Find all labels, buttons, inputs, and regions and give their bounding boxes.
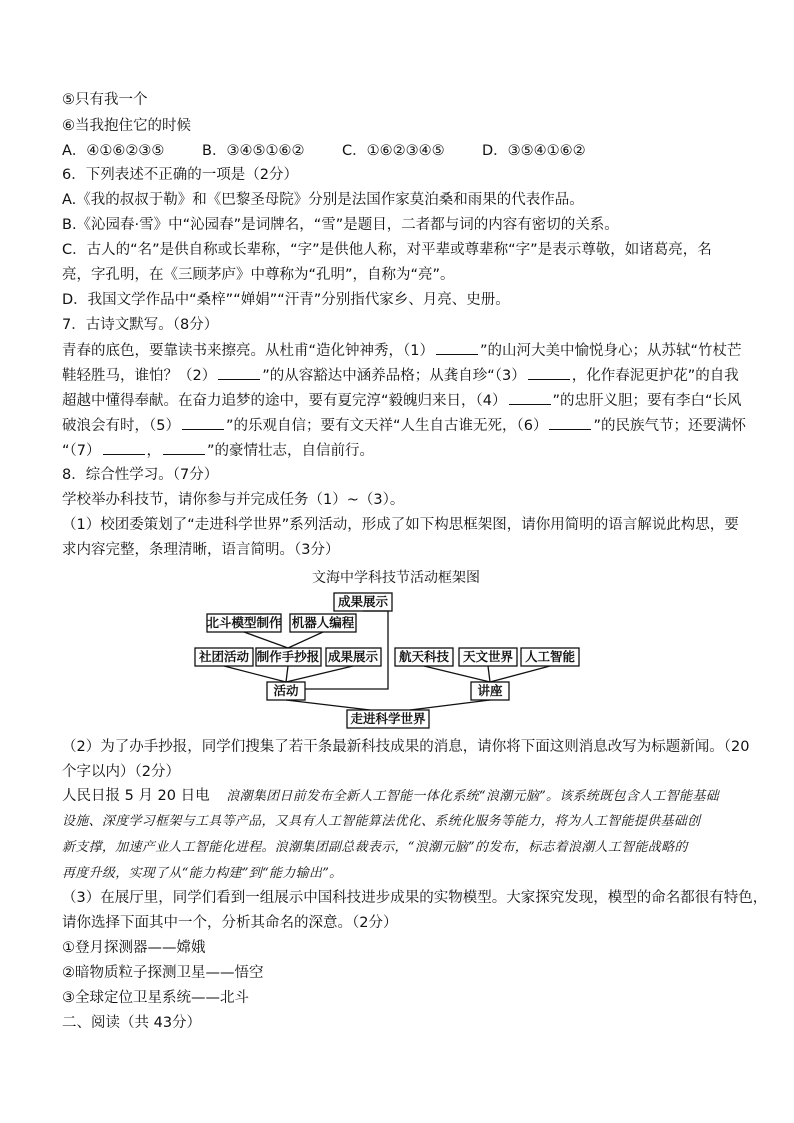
text: ”的山河大美中愉悦身心；从苏轼“竹杖芒: [480, 343, 742, 359]
q7-paragraph-line2: [62, 365, 739, 386]
answer-blank[interactable]: [218, 365, 260, 380]
q7-stem: 7．古诗文默写。（8分）: [62, 317, 219, 333]
news-lead: 人民日报 5 月 20 日电: [62, 788, 210, 804]
text: “（7）: [62, 443, 101, 459]
node-lecture: 讲座: [477, 683, 503, 698]
news-line4: 再度升级，实现了从“能力构建”到“能力输出”。: [62, 866, 343, 881]
q7-paragraph-line3: [62, 390, 742, 411]
text: ，化作春泥更护花”的自我: [571, 368, 739, 384]
q6-option-c-line1: C．古人的“名”是供自称或长辈称，“字”是供他人称，对平辈或尊辈称“字”是表示尊敬，如诸葛亮，名: [62, 242, 712, 258]
q8-task3-line1: （3）在展厅里，同学们看到一组展示中国科技进步成果的实物模型。大家探究发现，模型的命名都很有特色，: [62, 890, 768, 906]
node-robot: 机器人编程: [291, 615, 355, 630]
text: ”的忠肝义胆；要有李白“长风: [552, 393, 742, 409]
news-line3: 新支撑，加速产业人工智能化进程。浪潮集团副总裁表示，“浪潮元脑”的发布，标志着浪潮人工智能战略的: [62, 840, 688, 855]
news-line2: 设施、深度学习框架与工具等产品，又具有人工智能算法优化、系统化服务等能力，将为人工智能提供基础创: [62, 814, 701, 829]
text: ，: [146, 443, 161, 459]
node-show-mid: 成果展示: [327, 649, 379, 664]
section-heading-reading: 二、阅读（共 43分）: [62, 1015, 202, 1031]
q8-task2-line1: （2）为了办手抄报，同学们搜集了若干条最新科技成果的消息，请你将下面这则消息改写为标题新闻。（20: [62, 739, 750, 755]
framework-diagram: [180, 585, 620, 735]
news-line1: [62, 786, 719, 807]
answer-blank[interactable]: [528, 365, 570, 380]
q6-option-c-line2: 亮，字孔明，在《三顾茅庐》中尊称为“孔明”，自称为“亮”。: [62, 267, 455, 283]
model-item-3: ③全球定位卫星系统——北斗: [62, 990, 249, 1006]
q6-option-a: A.《我的叔叔于勒》和《巴黎圣母院》分别是法国作家莫泊桑和雨果的代表作品。: [62, 192, 584, 208]
text: 超越中懂得奉献。在奋力追梦的途中，要有夏完淳“毅魄归来日，（4）: [62, 393, 507, 409]
model-item-1: ①登月探测器——嫦娥: [62, 940, 206, 956]
answer-blank[interactable]: [103, 440, 145, 455]
q8-task1-line1: （1）校团委策划了“走进科学世界”系列活动，形成了如下构思框架图，请你用简明的语言解说此构思，要: [62, 517, 739, 533]
node-activity: 活动: [273, 683, 299, 698]
text: 青春的底色，要靠读书来擦亮。从杜甫“造化钟神秀，（1）: [62, 343, 434, 359]
q8-intro: 学校举办科技节，请你参与并完成任务（1）~（3）。: [62, 492, 405, 508]
node-root: 走进科学世界: [350, 711, 426, 726]
q6-option-b: B.《沁园春·雪》中“沁园春”是词牌名，“雪”是题目，二者都与词的内容有密切的关系。: [62, 217, 619, 233]
q8-task2-line2: 个字以内）（2分）: [62, 764, 180, 780]
node-handcopy: 制作手抄报: [256, 649, 320, 664]
q6-option-d: D．我国文学作品中“桑梓”“婵娟”“汗青”分别指代家乡、月亮、史册。: [62, 292, 510, 308]
text: ”的豪情壮志，自信前行。: [207, 443, 375, 459]
q8-stem: 8．综合性学习。（7分）: [62, 467, 219, 483]
answer-blank[interactable]: [436, 340, 478, 355]
news-text: 浪潮集团日前发布全新人工智能一体化系统“浪潮元脑”。该系统既包含人工智能基础: [226, 789, 719, 804]
text: ”的从容豁达中涵养品格；从龚自珍“（3）: [262, 368, 526, 384]
q5-option-b: B．③④⑤①⑥②: [202, 143, 305, 159]
text: ”的民族气节；还要满怀: [593, 418, 746, 434]
node-astronomy: 天文世界: [462, 649, 514, 664]
answer-blank[interactable]: [509, 390, 551, 405]
diagram-title: 文海中学科技节活动框架图: [312, 570, 480, 586]
answer-blank[interactable]: [163, 440, 205, 455]
q7-paragraph-line4: [62, 415, 746, 436]
answer-blank[interactable]: [549, 415, 591, 430]
q7-paragraph-line5: [62, 440, 374, 461]
answer-blank[interactable]: [182, 415, 224, 430]
text: 鞋轻胜马，谁怕？（2）: [62, 368, 217, 384]
node-show-top: 成果展示: [337, 594, 389, 609]
q5-option-a: A．④①⑥②③⑤: [62, 143, 165, 159]
node-club: 社团活动: [198, 649, 250, 664]
q6-stem: 6．下列表述不正确的一项是（2分）: [62, 167, 298, 183]
order-item-5: ⑤只有我一个: [62, 92, 148, 108]
model-item-2: ②暗物质粒子探测卫星——悟空: [62, 965, 264, 981]
q5-option-c: C．①⑥②③④⑤: [342, 143, 445, 159]
node-beidou: 北斗模型制作: [206, 615, 282, 630]
q8-task1-line2: 求内容完整，条理清晰，语言简明。（3分）: [62, 542, 340, 558]
node-aerospace: 航天科技: [398, 649, 450, 664]
q7-paragraph-line1: [62, 340, 742, 361]
text: ”的乐观自信；要有文天祥“人生自古谁无死，（6）: [225, 418, 548, 434]
text: 破浪会有时，（5）: [62, 418, 180, 434]
node-ai: 人工智能: [524, 649, 576, 664]
q8-task3-line2: 请你选择下面其中一个，分析其命名的深意。（2分）: [62, 915, 398, 931]
q5-option-d: D．③⑤④①⑥②: [482, 143, 586, 159]
order-item-6: ⑥当我抱住它的时候: [62, 118, 191, 134]
